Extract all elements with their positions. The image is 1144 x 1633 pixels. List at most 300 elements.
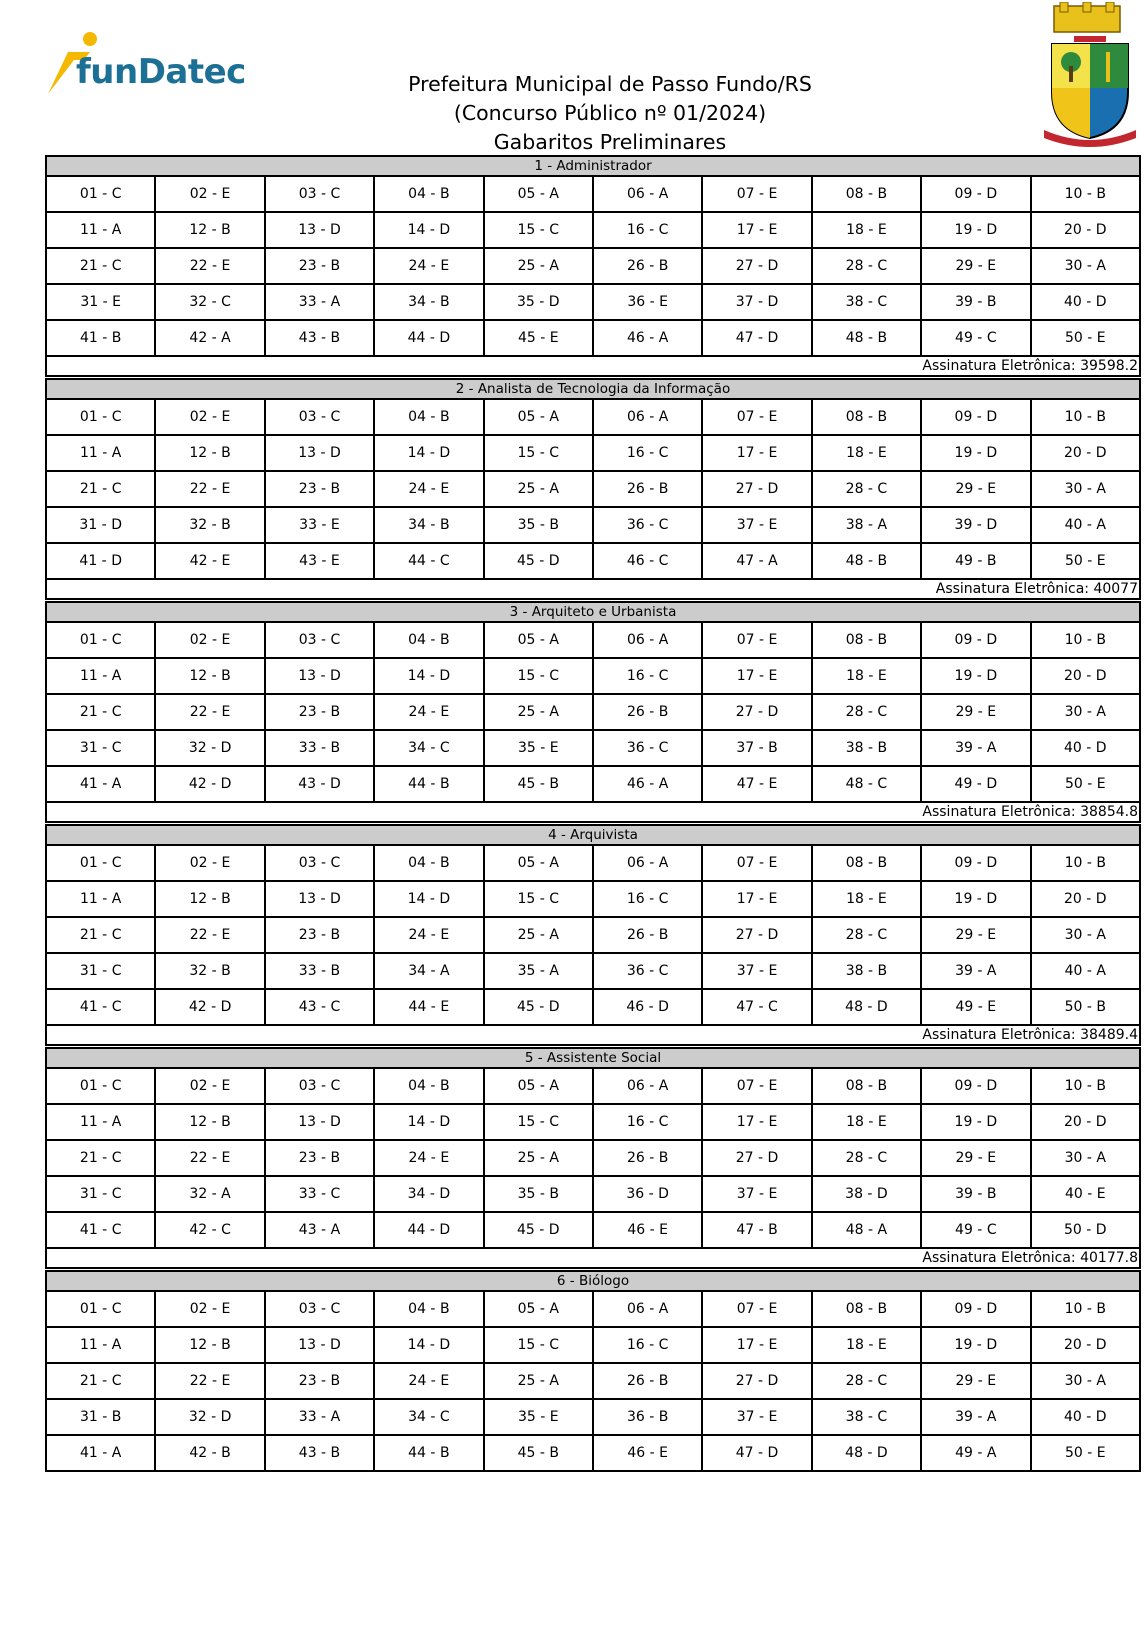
answer-cell: 21 - C [46,471,155,507]
answer-cell: 23 - B [265,471,374,507]
answer-cell: 46 - C [593,543,702,579]
answer-cell: 35 - B [484,507,593,543]
answer-cell: 30 - A [1031,694,1140,730]
answer-cell: 01 - C [46,399,155,435]
answer-cell: 23 - B [265,1140,374,1176]
answer-cell: 36 - B [593,1399,702,1435]
answer-cell: 35 - A [484,953,593,989]
answer-cell: 15 - C [484,881,593,917]
answer-cell: 26 - B [593,1140,702,1176]
answer-cell: 43 - C [265,989,374,1025]
answer-cell: 14 - D [374,658,483,694]
section-title: 4 - Arquivista [46,825,1140,845]
answer-cell: 16 - C [593,1104,702,1140]
answer-cell: 08 - B [812,1068,921,1104]
answer-cell: 19 - D [921,881,1030,917]
answer-cell: 24 - E [374,248,483,284]
answer-cell: 01 - C [46,1068,155,1104]
answer-cell: 26 - B [593,471,702,507]
answer-row [46,658,1140,694]
answer-cell: 07 - E [702,1068,811,1104]
municipal-crest [1040,2,1140,152]
answer-cell: 15 - C [484,658,593,694]
section-title: 6 - Biólogo [46,1271,1140,1291]
answer-row [46,507,1140,543]
answer-cell: 39 - B [921,284,1030,320]
electronic-signature: Assinatura Eletrônica: 40177.8 [46,1248,1140,1268]
answer-cell: 48 - B [812,543,921,579]
answer-cell: 27 - D [702,1140,811,1176]
answer-cell: 50 - E [1031,320,1140,356]
answer-cell: 47 - E [702,766,811,802]
answer-row [46,1363,1140,1399]
answer-cell: 44 - B [374,1435,483,1471]
answer-cell: 14 - D [374,212,483,248]
answer-cell: 38 - C [812,284,921,320]
answer-cell: 17 - E [702,435,811,471]
answer-row [46,1176,1140,1212]
answer-cell: 44 - C [374,543,483,579]
answer-cell: 03 - C [265,622,374,658]
answer-row [46,1327,1140,1363]
answer-cell: 06 - A [593,845,702,881]
answer-cell: 39 - B [921,1176,1030,1212]
answer-cell: 22 - E [155,1363,264,1399]
answer-cell: 13 - D [265,881,374,917]
answer-row [46,320,1140,356]
answer-row [46,471,1140,507]
answer-cell: 45 - B [484,1435,593,1471]
answer-cell: 10 - B [1031,176,1140,212]
answer-cell: 38 - B [812,730,921,766]
answer-cell: 23 - B [265,694,374,730]
answer-cell: 05 - A [484,1291,593,1327]
answer-cell: 30 - A [1031,471,1140,507]
answer-cell: 20 - D [1031,1327,1140,1363]
answer-cell: 03 - C [265,1291,374,1327]
answer-cell: 38 - A [812,507,921,543]
answer-row [46,881,1140,917]
answer-cell: 02 - E [155,1068,264,1104]
answer-cell: 22 - E [155,694,264,730]
answer-cell: 01 - C [46,1291,155,1327]
answer-cell: 09 - D [921,176,1030,212]
answer-cell: 12 - B [155,658,264,694]
section-title: 3 - Arquiteto e Urbanista [46,602,1140,622]
answer-cell: 37 - E [702,507,811,543]
answer-cell: 49 - B [921,543,1030,579]
answer-cell: 20 - D [1031,212,1140,248]
answer-cell: 43 - D [265,766,374,802]
answer-cell: 44 - B [374,766,483,802]
answer-cell: 47 - C [702,989,811,1025]
answer-cell: 27 - D [702,248,811,284]
answer-cell: 33 - A [265,1399,374,1435]
answer-cell: 08 - B [812,1291,921,1327]
answer-cell: 06 - A [593,1291,702,1327]
answer-cell: 19 - D [921,1327,1030,1363]
answer-cell: 49 - D [921,766,1030,802]
answer-cell: 46 - E [593,1212,702,1248]
answer-cell: 01 - C [46,622,155,658]
answer-cell: 30 - A [1031,248,1140,284]
answer-cell: 48 - A [812,1212,921,1248]
answer-cell: 49 - A [921,1435,1030,1471]
answer-cell: 32 - D [155,1399,264,1435]
electronic-signature: Assinatura Eletrônica: 39598.2 [46,356,1140,376]
answer-cell: 31 - C [46,1176,155,1212]
answer-cell: 28 - C [812,248,921,284]
answer-cell: 44 - E [374,989,483,1025]
answer-cell: 12 - B [155,1327,264,1363]
answer-cell: 10 - B [1031,845,1140,881]
answer-cell: 20 - D [1031,881,1140,917]
answer-cell: 40 - D [1031,730,1140,766]
answer-cell: 05 - A [484,622,593,658]
section-title: 1 - Administrador [46,156,1140,176]
answer-row [46,1104,1140,1140]
answer-cell: 40 - A [1031,507,1140,543]
answer-cell: 32 - C [155,284,264,320]
answer-cell: 28 - C [812,1363,921,1399]
answer-cell: 15 - C [484,212,593,248]
answer-cell: 17 - E [702,881,811,917]
electronic-signature: Assinatura Eletrônica: 38854.8 [46,802,1140,822]
answer-cell: 10 - B [1031,1291,1140,1327]
answer-cell: 34 - A [374,953,483,989]
answer-cell: 31 - C [46,953,155,989]
answer-cell: 05 - A [484,1068,593,1104]
answer-cell: 12 - B [155,1104,264,1140]
answer-cell: 45 - E [484,320,593,356]
answer-cell: 18 - E [812,1104,921,1140]
answer-cell: 39 - D [921,507,1030,543]
answer-cell: 18 - E [812,881,921,917]
answer-cell: 10 - B [1031,622,1140,658]
answer-row [46,917,1140,953]
answer-cell: 33 - E [265,507,374,543]
answer-cell: 02 - E [155,399,264,435]
answer-cell: 46 - D [593,989,702,1025]
answer-row [46,176,1140,212]
answer-cell: 16 - C [593,658,702,694]
answer-cell: 02 - E [155,176,264,212]
answer-cell: 17 - E [702,1327,811,1363]
answer-cell: 31 - E [46,284,155,320]
answer-cell: 22 - E [155,917,264,953]
answer-cell: 43 - B [265,320,374,356]
answer-cell: 35 - B [484,1176,593,1212]
answer-cell: 50 - E [1031,766,1140,802]
answer-cell: 42 - D [155,766,264,802]
answer-cell: 11 - A [46,1104,155,1140]
answer-cell: 41 - B [46,320,155,356]
answer-cell: 22 - E [155,1140,264,1176]
answer-cell: 27 - D [702,917,811,953]
title-line-3: Gabaritos Preliminares [493,130,727,154]
answer-cell: 42 - C [155,1212,264,1248]
answer-key-table [45,1047,1141,1269]
answer-row [46,543,1140,579]
answer-cell: 48 - D [812,989,921,1025]
answer-cell: 39 - A [921,953,1030,989]
answer-cell: 15 - C [484,435,593,471]
answer-cell: 32 - A [155,1176,264,1212]
answer-cell: 46 - A [593,320,702,356]
answer-row [46,1291,1140,1327]
answer-cell: 35 - E [484,1399,593,1435]
answer-cell: 17 - E [702,212,811,248]
answer-key-table [45,601,1141,823]
answer-cell: 13 - D [265,1327,374,1363]
answer-cell: 19 - D [921,1104,1030,1140]
answer-cell: 06 - A [593,399,702,435]
answer-cell: 40 - A [1031,953,1140,989]
answer-cell: 44 - D [374,320,483,356]
answer-cell: 20 - D [1031,435,1140,471]
answer-cell: 04 - B [374,622,483,658]
answer-key-table [45,378,1141,600]
answer-cell: 07 - E [702,622,811,658]
answer-cell: 48 - D [812,1435,921,1471]
answer-cell: 11 - A [46,881,155,917]
answer-key-table [45,1270,1141,1472]
answer-cell: 04 - B [374,845,483,881]
answer-cell: 48 - C [812,766,921,802]
answer-cell: 29 - E [921,471,1030,507]
answer-cell: 34 - B [374,284,483,320]
answer-cell: 04 - B [374,176,483,212]
answer-cell: 06 - A [593,1068,702,1104]
answer-cell: 06 - A [593,176,702,212]
answer-cell: 10 - B [1031,399,1140,435]
answer-row [46,1399,1140,1435]
answer-cell: 19 - D [921,212,1030,248]
answer-cell: 45 - D [484,989,593,1025]
answer-cell: 08 - B [812,845,921,881]
answer-cell: 36 - C [593,507,702,543]
answer-cell: 28 - C [812,1140,921,1176]
answer-cell: 25 - A [484,248,593,284]
answer-cell: 41 - A [46,1435,155,1471]
answer-cell: 20 - D [1031,658,1140,694]
answer-row [46,248,1140,284]
answer-cell: 11 - A [46,212,155,248]
answer-cell: 02 - E [155,845,264,881]
answer-cell: 50 - E [1031,543,1140,579]
answer-cell: 11 - A [46,1327,155,1363]
answer-cell: 02 - E [155,622,264,658]
answer-cell: 18 - E [812,658,921,694]
answer-cell: 25 - A [484,917,593,953]
answer-cell: 24 - E [374,917,483,953]
answer-row [46,694,1140,730]
answer-cell: 30 - A [1031,1363,1140,1399]
answer-cell: 16 - C [593,435,702,471]
answer-cell: 47 - B [702,1212,811,1248]
answer-cell: 35 - D [484,284,593,320]
answer-cell: 33 - C [265,1176,374,1212]
answer-cell: 37 - E [702,1176,811,1212]
answer-cell: 15 - C [484,1327,593,1363]
answer-cell: 14 - D [374,435,483,471]
electronic-signature: Assinatura Eletrônica: 40077 [46,579,1140,599]
answer-cell: 33 - B [265,730,374,766]
fundatec-logo [46,30,246,110]
answer-cell: 31 - B [46,1399,155,1435]
document-title-block [300,70,920,157]
answer-row [46,622,1140,658]
answer-cell: 09 - D [921,622,1030,658]
answer-row [46,1212,1140,1248]
answer-cell: 39 - A [921,1399,1030,1435]
answer-cell: 23 - B [265,248,374,284]
answer-cell: 45 - D [484,543,593,579]
answer-cell: 07 - E [702,845,811,881]
answer-cell: 41 - C [46,1212,155,1248]
answer-cell: 30 - A [1031,1140,1140,1176]
answer-cell: 47 - D [702,1435,811,1471]
answer-cell: 23 - B [265,917,374,953]
answer-row [46,212,1140,248]
answer-cell: 29 - E [921,917,1030,953]
answer-cell: 19 - D [921,435,1030,471]
answer-cell: 07 - E [702,1291,811,1327]
answer-cell: 45 - B [484,766,593,802]
answer-cell: 20 - D [1031,1104,1140,1140]
answer-cell: 13 - D [265,658,374,694]
answer-key-table [45,155,1141,377]
answer-cell: 02 - E [155,1291,264,1327]
answer-cell: 29 - E [921,1363,1030,1399]
answer-cell: 08 - B [812,176,921,212]
answer-cell: 14 - D [374,881,483,917]
answer-cell: 40 - D [1031,1399,1140,1435]
answer-cell: 32 - D [155,730,264,766]
answer-cell: 23 - B [265,1363,374,1399]
answer-cell: 06 - A [593,622,702,658]
page-header [0,0,1144,152]
answer-cell: 03 - C [265,845,374,881]
answer-cell: 21 - C [46,694,155,730]
answer-cell: 04 - B [374,1068,483,1104]
answer-row [46,435,1140,471]
answer-cell: 13 - D [265,1104,374,1140]
answer-cell: 33 - A [265,284,374,320]
answer-cell: 21 - C [46,1140,155,1176]
answer-cell: 05 - A [484,399,593,435]
answer-cell: 39 - A [921,730,1030,766]
answer-cell: 14 - D [374,1104,483,1140]
answer-cell: 42 - E [155,543,264,579]
answer-cell: 34 - C [374,730,483,766]
answer-cell: 12 - B [155,435,264,471]
answer-cell: 16 - C [593,881,702,917]
answer-cell: 36 - C [593,730,702,766]
answer-cell: 36 - D [593,1176,702,1212]
answer-cell: 50 - E [1031,1435,1140,1471]
answer-cell: 33 - B [265,953,374,989]
answer-cell: 26 - B [593,1363,702,1399]
answer-cell: 38 - D [812,1176,921,1212]
answer-cell: 40 - E [1031,1176,1140,1212]
answer-row [46,284,1140,320]
answer-cell: 37 - D [702,284,811,320]
answer-cell: 22 - E [155,471,264,507]
answer-cell: 01 - C [46,845,155,881]
answer-cell: 18 - E [812,435,921,471]
answer-cell: 24 - E [374,694,483,730]
answer-cell: 31 - D [46,507,155,543]
answer-cell: 09 - D [921,845,1030,881]
answer-cell: 29 - E [921,1140,1030,1176]
answer-cell: 21 - C [46,1363,155,1399]
answer-cell: 34 - C [374,1399,483,1435]
answer-cell: 32 - B [155,507,264,543]
answer-cell: 38 - C [812,1399,921,1435]
answer-cell: 01 - C [46,176,155,212]
answer-row [46,989,1140,1025]
answer-cell: 12 - B [155,212,264,248]
answer-cell: 14 - D [374,1327,483,1363]
answer-cell: 30 - A [1031,917,1140,953]
answer-cell: 04 - B [374,399,483,435]
answer-cell: 37 - E [702,1399,811,1435]
answer-cell: 50 - B [1031,989,1140,1025]
answer-cell: 32 - B [155,953,264,989]
answer-cell: 43 - A [265,1212,374,1248]
answer-cell: 10 - B [1031,1068,1140,1104]
answer-cell: 43 - E [265,543,374,579]
answer-cell: 37 - E [702,953,811,989]
answer-cell: 45 - D [484,1212,593,1248]
answer-cell: 17 - E [702,658,811,694]
answer-cell: 38 - B [812,953,921,989]
answer-cell: 46 - A [593,766,702,802]
answer-cell: 49 - E [921,989,1030,1025]
answer-cell: 42 - B [155,1435,264,1471]
answer-cell: 36 - E [593,284,702,320]
logo-wordmark: funDatec [76,52,246,92]
answer-cell: 47 - A [702,543,811,579]
answer-cell: 12 - B [155,881,264,917]
answer-cell: 27 - D [702,1363,811,1399]
answer-cell: 50 - D [1031,1212,1140,1248]
answer-cell: 37 - B [702,730,811,766]
answer-cell: 13 - D [265,212,374,248]
answer-cell: 29 - E [921,694,1030,730]
answer-cell: 29 - E [921,248,1030,284]
answer-cell: 11 - A [46,435,155,471]
answer-cell: 17 - E [702,1104,811,1140]
answer-cell: 09 - D [921,399,1030,435]
answer-cell: 31 - C [46,730,155,766]
answer-cell: 11 - A [46,658,155,694]
answer-cell: 18 - E [812,212,921,248]
answer-cell: 41 - D [46,543,155,579]
answer-row [46,953,1140,989]
answer-key-table [45,824,1141,1046]
answer-cell: 49 - C [921,1212,1030,1248]
answer-cell: 28 - C [812,694,921,730]
title-line-2: (Concurso Público nº 01/2024) [453,101,767,125]
answer-cell: 28 - C [812,471,921,507]
answer-cell: 41 - A [46,766,155,802]
answer-row [46,1140,1140,1176]
answer-cell: 26 - B [593,694,702,730]
answer-cell: 42 - A [155,320,264,356]
answer-cell: 44 - D [374,1212,483,1248]
